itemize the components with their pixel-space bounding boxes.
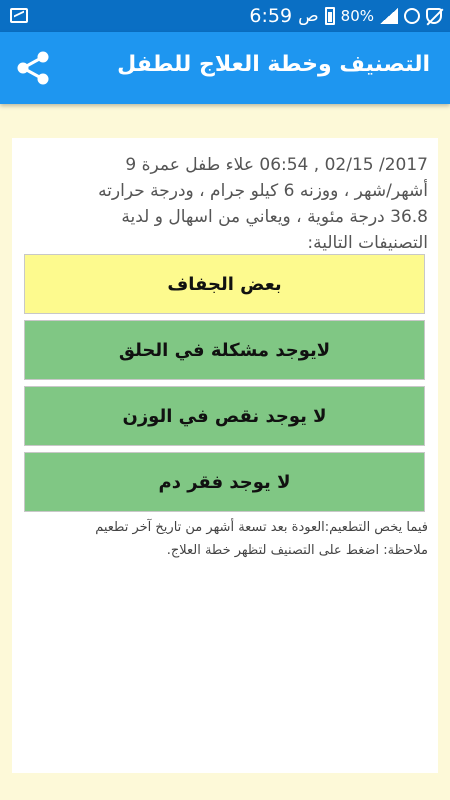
info-line-3: 36.8 درجة مئوية ، ويعاني من اسهال و لدية bbox=[121, 207, 428, 227]
share-icon bbox=[14, 50, 52, 86]
app-bar bbox=[0, 32, 450, 104]
info-line-4: التصنيفات التالية: bbox=[307, 233, 428, 253]
gallery-icon bbox=[10, 8, 28, 23]
hint-note: ملاحظة: اضغط على التصنيف لتظهر خطة العلاج. bbox=[166, 543, 428, 558]
status-time: 6:59 bbox=[249, 5, 293, 27]
status-bar bbox=[0, 0, 450, 32]
vaccination-note: فيما يخص التطعيم:العودة بعد تسعة أشهر من تاريخ آخر تطعيم bbox=[95, 520, 428, 535]
page-title: التصنيف وخطة العلاج للطفل bbox=[117, 52, 430, 77]
status-right bbox=[249, 0, 442, 32]
classification-button-anemia[interactable]: لا يوجد فقر دم bbox=[24, 452, 425, 512]
classification-button-throat[interactable]: لايوجد مشكلة في الحلق bbox=[24, 320, 425, 380]
info-line-2: أشهر/شهر ، ووزنه 6 كيلو جرام ، ودرجة حرارته bbox=[98, 181, 428, 201]
classification-button-dehydration[interactable]: بعض الجفاف bbox=[24, 254, 425, 314]
info-line-1: 2017/ 02/15 , 06:54 علاء طفل عمرة 9 bbox=[125, 155, 428, 175]
battery-icon bbox=[325, 7, 335, 25]
mute-icon bbox=[426, 8, 442, 24]
classification-button-weight[interactable]: لا يوجد نقص في الوزن bbox=[24, 386, 425, 446]
status-ampm: ص bbox=[298, 6, 319, 26]
result-card bbox=[12, 138, 438, 773]
battery-level: 80% bbox=[340, 7, 374, 25]
child-info bbox=[20, 152, 428, 256]
share-button[interactable] bbox=[14, 50, 52, 86]
alarm-icon bbox=[404, 8, 420, 24]
signal-icon bbox=[380, 8, 398, 24]
notes bbox=[22, 516, 428, 562]
